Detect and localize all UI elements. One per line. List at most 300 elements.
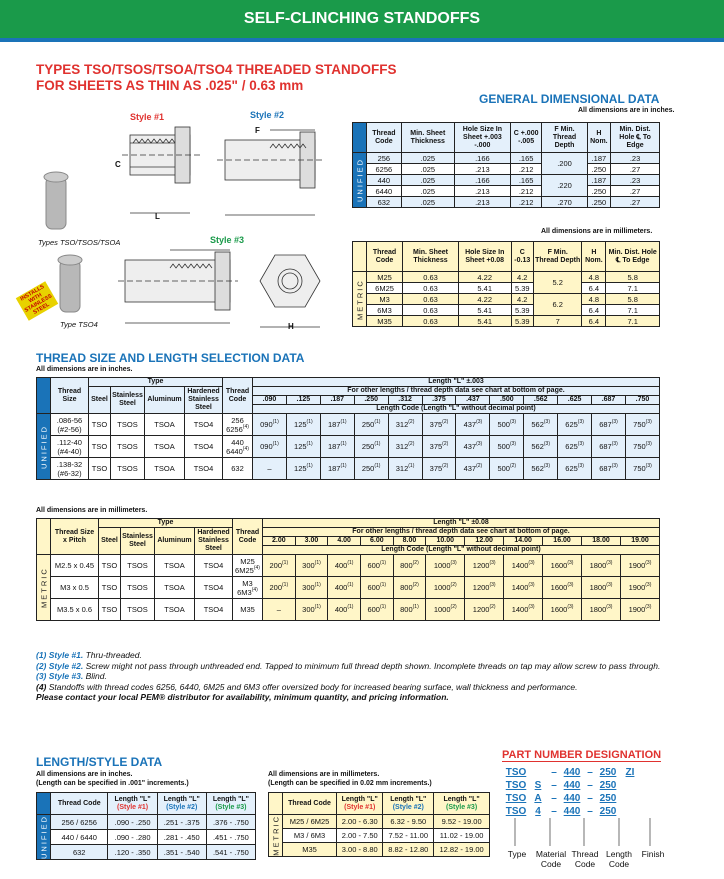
gdd-cell: 0.63 <box>403 316 459 327</box>
pnd-part: – <box>587 793 593 804</box>
tsl-length-code: 1800$^{(3)}$ <box>582 599 621 621</box>
lsd-cell: .541 - .750 <box>206 845 255 860</box>
lsd-cell: M3 / 6M3 <box>283 828 337 842</box>
gdd-hm-0: Thread Code <box>367 242 403 272</box>
length-header: .125 <box>286 396 320 405</box>
tsl-length-code: 1900$^{(3)}$ <box>620 577 659 599</box>
gdd-cell: .270 <box>542 197 587 208</box>
tsl-length-code: 562$^{(3)}$ <box>524 436 558 458</box>
tsl-length-code: 437$^{(3)}$ <box>456 414 490 436</box>
gdd-cell: 0.63 <box>403 294 459 305</box>
heading-line-2: FOR SHEETS AS THIN AS .025" / 0.63 mm <box>36 78 304 93</box>
length-header: 19.00 <box>620 537 659 546</box>
tsl-h-alum: Aluminum <box>145 387 185 414</box>
gdd-row <box>353 186 660 197</box>
tsl-length-code: 375$^{(2)}$ <box>422 414 456 436</box>
tsl-length-code: 400$^{(1)}$ <box>328 577 361 599</box>
tsl-type-cell: TSO <box>89 436 111 458</box>
gdd-cell: M25 <box>367 272 403 283</box>
tsl-note-in: All dimensions are in inches. <box>36 366 133 373</box>
lsd-hm-s2-a: Length "L" <box>390 795 427 803</box>
pnd-part <box>528 767 548 780</box>
tsl-length-code: 1000$^{(3)}$ <box>426 555 465 577</box>
pnd-part: 250 <box>599 767 617 778</box>
gdd-h-5: H Nom. <box>587 123 611 153</box>
tsl-h-steel: Steel <box>89 387 111 414</box>
gdd-cell: .23 <box>611 153 660 164</box>
gdd-h-3: C +.000 -.005 <box>510 123 541 153</box>
length-header: 2.00 <box>263 537 296 546</box>
length-header: 16.00 <box>543 537 582 546</box>
tsl-type-cell: TSOA <box>155 555 195 577</box>
gdd-cell: 0.63 <box>403 283 459 294</box>
tsl-length-code: 300$^{(1)}$ <box>295 599 328 621</box>
gdd-h-2: Hole Size In Sheet +.003 -.000 <box>454 123 510 153</box>
pnd-label: Thread Code <box>571 849 599 869</box>
tsl-type-cell: TSOS <box>111 414 145 436</box>
lsd-h-s3 <box>206 793 255 815</box>
lsd-cell: 3.00 - 8.80 <box>337 842 383 856</box>
pnd-row <box>504 793 664 806</box>
length-header: .750 <box>625 396 659 405</box>
footnote-text: Screw might not pass through unthreaded end. Tapped to minimum full thread depth shown. Incomplete threads on tap may allow screw to pass through. <box>83 660 661 671</box>
footnote-number: (2) Style #2. <box>36 660 84 671</box>
standoff-drawings <box>30 105 350 345</box>
lsd-h-s1 <box>108 793 157 815</box>
gdd-hm-2: Hole Size In Sheet +0.08 <box>458 242 511 272</box>
gdd-row <box>353 164 660 175</box>
tsl-hm-alum: Aluminum <box>155 528 195 555</box>
tsl-type-cell: TSO4 <box>185 436 223 458</box>
gdd-cell: 0.63 <box>403 305 459 316</box>
pnd-part: 250 <box>599 793 617 804</box>
gdd-cell: 6440 <box>367 186 402 197</box>
gdd-cell: .166 <box>454 175 510 186</box>
tsl-thread-code: M25 6M25$^{(4)}$ <box>233 555 263 577</box>
gdd-cell: .025 <box>401 164 454 175</box>
tsl-row <box>37 414 660 436</box>
tsl-length-code: 375$^{(2)}$ <box>422 458 456 480</box>
tsl-length-code: 187$^{(1)}$ <box>320 414 354 436</box>
style-2-label: Style #2 <box>250 110 285 120</box>
tsl-length-code: 437$^{(3)}$ <box>456 436 490 458</box>
lsd-cell: 9.52 - 19.00 <box>434 815 490 829</box>
tsl-type-cell: TSOS <box>111 458 145 480</box>
length-header: 8.00 <box>393 537 426 546</box>
gdd-cell: 5.41 <box>458 316 511 327</box>
tsl-length-code: 800$^{(1)}$ <box>393 599 426 621</box>
tsl-hm-other: For other lengths / thread depth data see chart at bottom of page. <box>263 528 660 537</box>
gdd-cell: 4.22 <box>458 294 511 305</box>
gdd-cell: 4.2 <box>511 272 533 283</box>
lsd-hm-s2 <box>383 793 434 815</box>
lsd-cell: M35 <box>283 842 337 856</box>
length-header: .562 <box>524 396 558 405</box>
lsd-h-s2-b: (Style #2) <box>166 803 198 811</box>
tsl-length-code: 1800$^{(3)}$ <box>582 555 621 577</box>
tsl-length-code: 1000$^{(2)}$ <box>426 577 465 599</box>
gdd-hm-5: H Nom. <box>582 242 606 272</box>
tsl-length-code: 090$^{(1)}$ <box>253 414 287 436</box>
lsd-cell: .376 - .750 <box>206 815 255 830</box>
length-header: .437 <box>456 396 490 405</box>
gdd-cell: 4.8 <box>582 272 606 283</box>
pnd-label: Length Code <box>606 849 632 869</box>
pnd-part <box>620 780 640 793</box>
length-header: 3.00 <box>295 537 328 546</box>
tsl-length-code: 1400$^{(3)}$ <box>504 555 543 577</box>
lsd-side-label: METRIC <box>269 815 283 857</box>
gdd-cell: .212 <box>510 164 541 175</box>
tsl-type-cell: TSO <box>89 414 111 436</box>
pnd-label: Type <box>507 849 527 859</box>
footnote <box>36 671 666 682</box>
gdd-hm-1: Min. Sheet Thickness <box>403 242 459 272</box>
tsl-length-code: 250$^{(1)}$ <box>354 414 388 436</box>
gdd-row <box>353 153 660 164</box>
lsd-cell: 6.32 - 9.50 <box>383 815 434 829</box>
tsl-type-cell: TSOS <box>121 555 155 577</box>
tsl-hm-type: Type <box>99 519 233 528</box>
lsd-hm-s3 <box>434 793 490 815</box>
gdd-cell: 256 <box>367 153 402 164</box>
gdd-cell: 440 <box>367 175 402 186</box>
tsl-title: THREAD SIZE AND LENGTH SELECTION DATA <box>36 351 305 365</box>
tsl-length-code: 400$^{(1)}$ <box>328 555 361 577</box>
pnd-label: Material Code <box>535 849 567 869</box>
lsd-unified-table <box>36 792 256 860</box>
length-header: .312 <box>388 396 422 405</box>
gdd-cell: 6.4 <box>582 305 606 316</box>
stainless-badge: INSTALLS WITH STAINLESS STEEL <box>16 281 58 321</box>
gdd-cell: 7.1 <box>606 305 660 316</box>
tsl-type-cell: TSO <box>89 458 111 480</box>
gdd-cell: 7 <box>534 316 582 327</box>
tsl-length-code: 562$^{(3)}$ <box>524 458 558 480</box>
dim-l-label: L <box>155 212 160 221</box>
lsd-hm-s1 <box>337 793 383 815</box>
lsd-h-s3-a: Length "L" <box>212 795 249 803</box>
pnd-part: TSO <box>505 767 527 778</box>
tsl-type-cell: TSOA <box>155 577 195 599</box>
tsl-type-cell: TSO4 <box>185 458 223 480</box>
lsd-note-mm2: (Length can be specified in 0.02 mm increments.) <box>268 780 432 787</box>
tsl-type-cell: TSOA <box>145 458 185 480</box>
lsd-cell: .351 - .540 <box>157 845 206 860</box>
lsd-cell: 11.02 - 19.00 <box>434 828 490 842</box>
tsl-thread-code: 440 6440$^{(4)}$ <box>223 436 253 458</box>
tsl-length-code: 312$^{(2)}$ <box>388 436 422 458</box>
lsd-h-s3-b: (Style #3) <box>215 803 247 811</box>
lsd-cell: 256 / 6256 <box>51 815 108 830</box>
gdd-cell: 5.8 <box>606 272 660 283</box>
tsl-side-label: UNIFIED <box>37 414 51 480</box>
lsd-cell: .120 - .350 <box>108 845 157 860</box>
tsl-length-code: 625$^{(3)}$ <box>558 414 592 436</box>
tsl-hm-stainless: Stainless Steel <box>121 528 155 555</box>
gdd-cell: .025 <box>401 153 454 164</box>
gdd-side-label: METRIC <box>353 272 367 327</box>
lsd-cell: .090 - .280 <box>108 830 157 845</box>
gdd-cell: 5.39 <box>511 283 533 294</box>
lsd-hm-s3-a: Length "L" <box>443 795 480 803</box>
tsl-thread-size: M2.5 x 0.45 <box>51 555 99 577</box>
footnote-text: Thru-threaded. <box>83 650 142 660</box>
lsd-note-in1: All dimensions are in inches. <box>36 771 133 778</box>
gdd-cell: 5.41 <box>458 305 511 316</box>
gdd-cell: .187 <box>587 153 611 164</box>
pnd-part: – <box>551 767 557 778</box>
gdd-cell: 7.1 <box>606 283 660 294</box>
tsl-length-code: 090$^{(1)}$ <box>253 436 287 458</box>
tsl-length-code: 562$^{(3)}$ <box>524 414 558 436</box>
pnd-part: S <box>534 780 542 791</box>
tsl-length-code: 800$^{(2)}$ <box>393 555 426 577</box>
gdd-row <box>353 283 660 294</box>
footnote-number: (1) Style #1. <box>36 650 84 660</box>
lsd-metric-table <box>268 792 490 857</box>
tsl-length-code: 1200$^{(3)}$ <box>465 577 504 599</box>
tsl-h-code: Thread Code <box>223 378 253 414</box>
tsl-length-code: 1900$^{(3)}$ <box>620 599 659 621</box>
tsl-length-code: 125$^{(1)}$ <box>286 414 320 436</box>
gdd-cell: .250 <box>587 186 611 197</box>
gdd-cell: .187 <box>587 175 611 186</box>
gdd-cell: M35 <box>367 316 403 327</box>
footnotes <box>36 650 666 703</box>
length-header: .250 <box>354 396 388 405</box>
standoff-photo-2 <box>58 255 82 312</box>
gdd-cell: .220 <box>542 175 587 197</box>
gdd-row <box>353 197 660 208</box>
pnd-part: TSO <box>505 780 527 791</box>
tsl-length-code: 1200$^{(3)}$ <box>465 555 504 577</box>
tsl-length-code: 687$^{(3)}$ <box>592 414 626 436</box>
lsd-side-label: UNIFIED <box>37 815 51 860</box>
tsl-length-code: 187$^{(1)}$ <box>320 458 354 480</box>
heading-line-1: TYPES TSO/TSOS/TSOA/TSO4 THREADED STANDOFFS <box>36 62 397 77</box>
gdd-cell: 632 <box>367 197 402 208</box>
tsl-length-code: 600$^{(1)}$ <box>360 577 393 599</box>
pnd-title: PART NUMBER DESIGNATION <box>502 749 662 761</box>
lsd-cell: 2.00 - 7.50 <box>337 828 383 842</box>
tsl-length-code: – <box>263 599 296 621</box>
length-header: .687 <box>592 396 626 405</box>
tsl-type-cell: TSO4 <box>195 599 233 621</box>
tsl-length-code: 1900$^{(3)}$ <box>620 555 659 577</box>
contact-note: Please contact your local PEM® distributor for availability, minimum quantity, and pricing information. <box>36 692 449 702</box>
gdd-cell: .212 <box>510 197 541 208</box>
gdd-row <box>353 272 660 283</box>
tsl-length-code: 600$^{(1)}$ <box>360 599 393 621</box>
tsl-type-cell: TSO4 <box>185 414 223 436</box>
pnd-part: – <box>551 806 557 817</box>
tsl-length-code: 625$^{(3)}$ <box>558 458 592 480</box>
gdd-cell: M3 <box>367 294 403 305</box>
gdd-cell: 6.4 <box>582 316 606 327</box>
pnd-part: 250 <box>599 806 617 817</box>
tsl-length-code: 400$^{(1)}$ <box>328 599 361 621</box>
tsl-length-code: 600$^{(1)}$ <box>360 555 393 577</box>
gdd-unified-table <box>352 122 660 208</box>
lsd-h-s1-b: (Style #1) <box>116 803 149 811</box>
page-heading <box>36 62 397 94</box>
pnd-labels <box>500 849 670 869</box>
tsl-length-code: 375$^{(2)}$ <box>422 436 456 458</box>
lsd-cell: M25 / 6M25 <box>283 815 337 829</box>
length-header: .375 <box>422 396 456 405</box>
lsd-hm-s1-a: Length "L" <box>341 795 378 803</box>
tsl-h-hard: Hardened Stainless Steel <box>185 387 223 414</box>
pnd-row <box>504 780 664 793</box>
pnd-part: 250 <box>599 780 617 791</box>
gdd-cell: .166 <box>454 153 510 164</box>
tsl-length-code: 187$^{(1)}$ <box>320 436 354 458</box>
tsl-thread-code: M35 <box>233 599 263 621</box>
pnd-rows <box>504 767 664 819</box>
tsl-length-code: 250$^{(1)}$ <box>354 436 388 458</box>
gdd-cell: 0.63 <box>403 272 459 283</box>
gdd-cell: .250 <box>587 164 611 175</box>
tsl-hm-len: Length "L" ±0.08 <box>263 519 660 528</box>
tsl-thread-code: 632 <box>223 458 253 480</box>
tsl-row <box>37 599 660 621</box>
tsl-length-code: 1600$^{(3)}$ <box>543 599 582 621</box>
gdd-h-0: Thread Code <box>367 123 402 153</box>
gdd-cell: .165 <box>510 153 541 164</box>
tsl-h-stainless: Stainless Steel <box>111 387 145 414</box>
dim-c-label: C <box>115 160 121 169</box>
tsl-length-code: 800$^{(2)}$ <box>393 577 426 599</box>
pnd-part: 440 <box>563 806 581 817</box>
tsl-note-mm: All dimensions are in millimeters. <box>36 507 148 514</box>
gdd-cell: 5.39 <box>511 316 533 327</box>
gdd-cell: 4.8 <box>582 294 606 305</box>
tsl-thread-code: M3 6M3$^{(4)}$ <box>233 577 263 599</box>
pnd-part: 440 <box>563 780 581 791</box>
standoff-photo-1 <box>44 172 68 229</box>
tsl-type-cell: TSO4 <box>195 577 233 599</box>
tsl-length-code: 1200$^{(2)}$ <box>465 599 504 621</box>
gdd-cell: .27 <box>611 197 660 208</box>
lsd-hm-s3-b: (Style #3) <box>446 803 478 811</box>
gdd-h-4: F Min. Thread Depth <box>542 123 587 153</box>
lsd-h-s2 <box>157 793 206 815</box>
lsd-row <box>37 845 256 860</box>
gdd-cell: 6M3 <box>367 305 403 316</box>
tsl-type-cell: TSOS <box>111 436 145 458</box>
tsl-thread-size: M3.5 x 0.6 <box>51 599 99 621</box>
length-code-header: Length Code (Length "L" without decimal point) <box>253 405 660 414</box>
length-header: 18.00 <box>582 537 621 546</box>
tsl-length-code: 750$^{(3)}$ <box>625 436 659 458</box>
style-1-drawing <box>122 127 200 213</box>
length-header: .625 <box>558 396 592 405</box>
lsd-cell: .251 - .375 <box>157 815 206 830</box>
tsl-type-cell: TSOA <box>145 436 185 458</box>
tsl-unified-table <box>36 377 660 480</box>
lsd-row <box>37 815 256 830</box>
gdd-hm-3: C -0.13 <box>511 242 533 272</box>
length-header: 4.00 <box>328 537 361 546</box>
length-header: 14.00 <box>504 537 543 546</box>
pnd-part: – <box>587 806 593 817</box>
tsl-hm-size: Thread Size x Pitch <box>51 519 99 555</box>
tsl-row <box>37 458 660 480</box>
pnd-part: TSO <box>505 793 527 804</box>
tsl-length-code: 300$^{(1)}$ <box>295 555 328 577</box>
tsl-h-len: Length "L" ±.003 <box>253 378 660 387</box>
gdd-h-1: Min. Sheet Thickness <box>401 123 454 153</box>
tsl-length-code: 250$^{(1)}$ <box>354 458 388 480</box>
caption-types: Types TSO/TSOS/TSOA <box>38 238 121 247</box>
gdd-cell: .23 <box>611 175 660 186</box>
footnote <box>36 682 666 693</box>
lsd-cell: .451 - .750 <box>206 830 255 845</box>
gdd-cell: 5.2 <box>534 272 582 294</box>
style-1-label: Style #1 <box>130 112 165 122</box>
tsl-type-cell: TSO <box>99 555 121 577</box>
gdd-hm-4: F Min. Thread Depth <box>534 242 582 272</box>
pnd-part: – <box>587 780 593 791</box>
style-3-drawing <box>118 250 320 327</box>
tsl-hm-steel: Steel <box>99 528 121 555</box>
tsl-type-cell: TSO <box>99 577 121 599</box>
footnote-number: (3) Style #3. <box>36 671 84 681</box>
gdd-hm-6: Min. Dist. Hole ℄ To Edge <box>606 242 660 272</box>
tsl-length-code: 1400$^{(3)}$ <box>504 577 543 599</box>
gdd-cell: 4.22 <box>458 272 511 283</box>
length-header: 10.00 <box>426 537 465 546</box>
pnd-part: – <box>587 767 593 778</box>
pnd-part: 440 <box>563 793 581 804</box>
gdd-cell: .212 <box>510 186 541 197</box>
gdd-cell: 6M25 <box>367 283 403 294</box>
length-header: 12.00 <box>465 537 504 546</box>
tsl-length-code: 312$^{(1)}$ <box>388 458 422 480</box>
tsl-length-code: 125$^{(1)}$ <box>286 458 320 480</box>
tsl-type-cell: TSOS <box>121 599 155 621</box>
lsd-title: LENGTH/STYLE DATA <box>36 755 163 769</box>
length-header: 6.00 <box>360 537 393 546</box>
lsd-row <box>269 842 490 856</box>
gdd-metric-table <box>352 241 660 327</box>
gdd-row <box>353 294 660 305</box>
lsd-cell: .281 - .450 <box>157 830 206 845</box>
page-banner: SELF-CLINCHING STANDOFFS <box>0 0 724 38</box>
tsl-length-code: 625$^{(3)}$ <box>558 436 592 458</box>
lsd-row <box>37 830 256 845</box>
lsd-row <box>269 828 490 842</box>
tsl-h-other: For other lengths / thread depth data see chart at bottom of page. <box>253 387 660 396</box>
gdd-side-label: UNIFIED <box>353 153 367 208</box>
tsl-thread-size: M3 x 0.5 <box>51 577 99 599</box>
banner-rule <box>0 38 724 42</box>
tsl-type-cell: TSOS <box>121 577 155 599</box>
tsl-type-cell: TSO4 <box>195 555 233 577</box>
gdd-cell: 6.2 <box>534 294 582 316</box>
tsl-length-code: – <box>253 458 287 480</box>
pnd-part: 4 <box>535 806 541 817</box>
style-3-label: Style #3 <box>210 235 245 245</box>
tsl-row <box>37 436 660 458</box>
gdd-cell: .025 <box>401 186 454 197</box>
tsl-row <box>37 577 660 599</box>
tsl-length-code: 750$^{(3)}$ <box>625 458 659 480</box>
lsd-hm-s1-b: (Style #1) <box>344 803 376 811</box>
gdd-cell: 5.41 <box>458 283 511 294</box>
footnote <box>36 661 666 672</box>
